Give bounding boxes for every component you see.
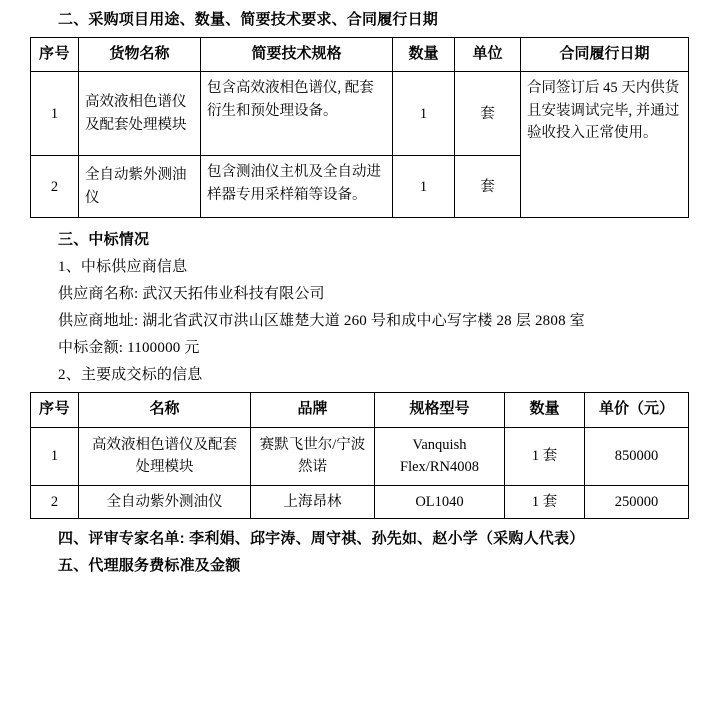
cell-unit-price: 850000: [585, 427, 689, 485]
cell-unit-price: 250000: [585, 485, 689, 518]
supplier-address-line: [0, 309, 718, 330]
cell-quantity: 1 套: [505, 485, 585, 518]
cell-brand: 赛默飞世尔/宁波然诺: [251, 427, 375, 485]
cell-model-line1: Vanquish: [412, 436, 467, 453]
table-header-row: [31, 38, 689, 72]
col-header-brand: 品牌: [251, 393, 375, 427]
col-header-seq: 序号: [31, 38, 79, 72]
col-header-name: 名称: [79, 393, 251, 427]
spacer-after-table2: [0, 519, 718, 527]
spacer-top: [0, 0, 718, 8]
cell-model: OL1040: [375, 485, 505, 518]
cell-tech-spec: 包含高效液相色谱仪, 配套衍生和预处理设备。: [201, 72, 393, 156]
procurement-table: [30, 37, 689, 218]
section-heading-2: 二、采购项目用途、数量、简要技术要求、合同履行日期: [58, 11, 439, 28]
col-header-model: 规格型号: [375, 393, 505, 427]
col-header-delivery-date: 合同履行日期: [521, 38, 689, 72]
spacer-after-table1: [0, 218, 718, 228]
col-header-unit-price: 单价（元）: [585, 393, 689, 427]
cell-model-line2: Flex/RN4008: [400, 459, 479, 475]
bid-amount-value: 1100000 元: [127, 340, 200, 357]
col-header-quantity: 数量: [505, 393, 585, 427]
cell-seq: 2: [31, 156, 79, 218]
cell-seq: 2: [31, 485, 79, 518]
cell-name: 高效液相色谱仪及配套处理模块: [79, 427, 251, 485]
cell-model: [375, 427, 505, 485]
cell-goods-name: 高效液相色谱仪及配套处理模块: [79, 72, 201, 156]
section-heading-4: 四、评审专家名单: 李利娟、邱宇涛、周守祺、孙先如、赵小学（采购人代表）: [58, 529, 585, 547]
cell-delivery-date: 合同签订后 45 天内供货且安装调试完毕, 并通过验收投入正常使用。: [521, 72, 689, 218]
cell-quantity: 1 套: [505, 427, 585, 485]
cell-quantity: 1: [393, 156, 455, 218]
bid-item2-title: 2、主要成交标的信息: [58, 367, 203, 384]
supplier-address-label: 供应商地址:: [58, 313, 139, 330]
col-header-goods-name: 货物名称: [79, 38, 201, 72]
supplier-name-line: [0, 282, 718, 303]
supplier-name-value: 武汉天拓伟业科技有限公司: [142, 286, 325, 303]
bid-amount-line: [0, 336, 718, 357]
col-header-unit: 单位: [455, 38, 521, 72]
cell-tech-spec: 包含测油仪主机及全自动进样器专用采样箱等设备。: [201, 156, 393, 218]
bid-amount-label: 中标金额:: [58, 340, 124, 357]
awarded-items-table: [30, 392, 689, 519]
supplier-address-value: 湖北省武汉市洪山区雄楚大道 260 号和成中心写字楼 28 层 2808 室: [142, 313, 585, 330]
cell-seq: 1: [31, 427, 79, 485]
cell-unit: 套: [455, 72, 521, 156]
cell-brand: 上海昂林: [251, 485, 375, 518]
section-heading-3: 三、中标情况: [58, 231, 150, 249]
table-row: [31, 427, 689, 485]
cell-name: 全自动紫外测油仪: [79, 485, 251, 518]
section-heading-5: 五、代理服务费标准及金额: [58, 556, 241, 574]
cell-seq: 1: [31, 72, 79, 156]
supplier-name-label: 供应商名称:: [58, 286, 139, 303]
cell-goods-name: 全自动紫外测油仪: [79, 156, 201, 218]
col-header-seq: 序号: [31, 393, 79, 427]
col-header-tech-spec: 简要技术规格: [201, 38, 393, 72]
table-row: [31, 72, 689, 156]
col-header-quantity: 数量: [393, 38, 455, 72]
cell-quantity: 1: [393, 72, 455, 156]
cell-unit: 套: [455, 156, 521, 218]
bid-item1-title: 1、中标供应商信息: [58, 259, 188, 276]
table-header-row: [31, 393, 689, 427]
spacer-before-table2: [0, 384, 718, 392]
table-row: [31, 485, 689, 518]
spacer-before-table1: [0, 29, 718, 37]
